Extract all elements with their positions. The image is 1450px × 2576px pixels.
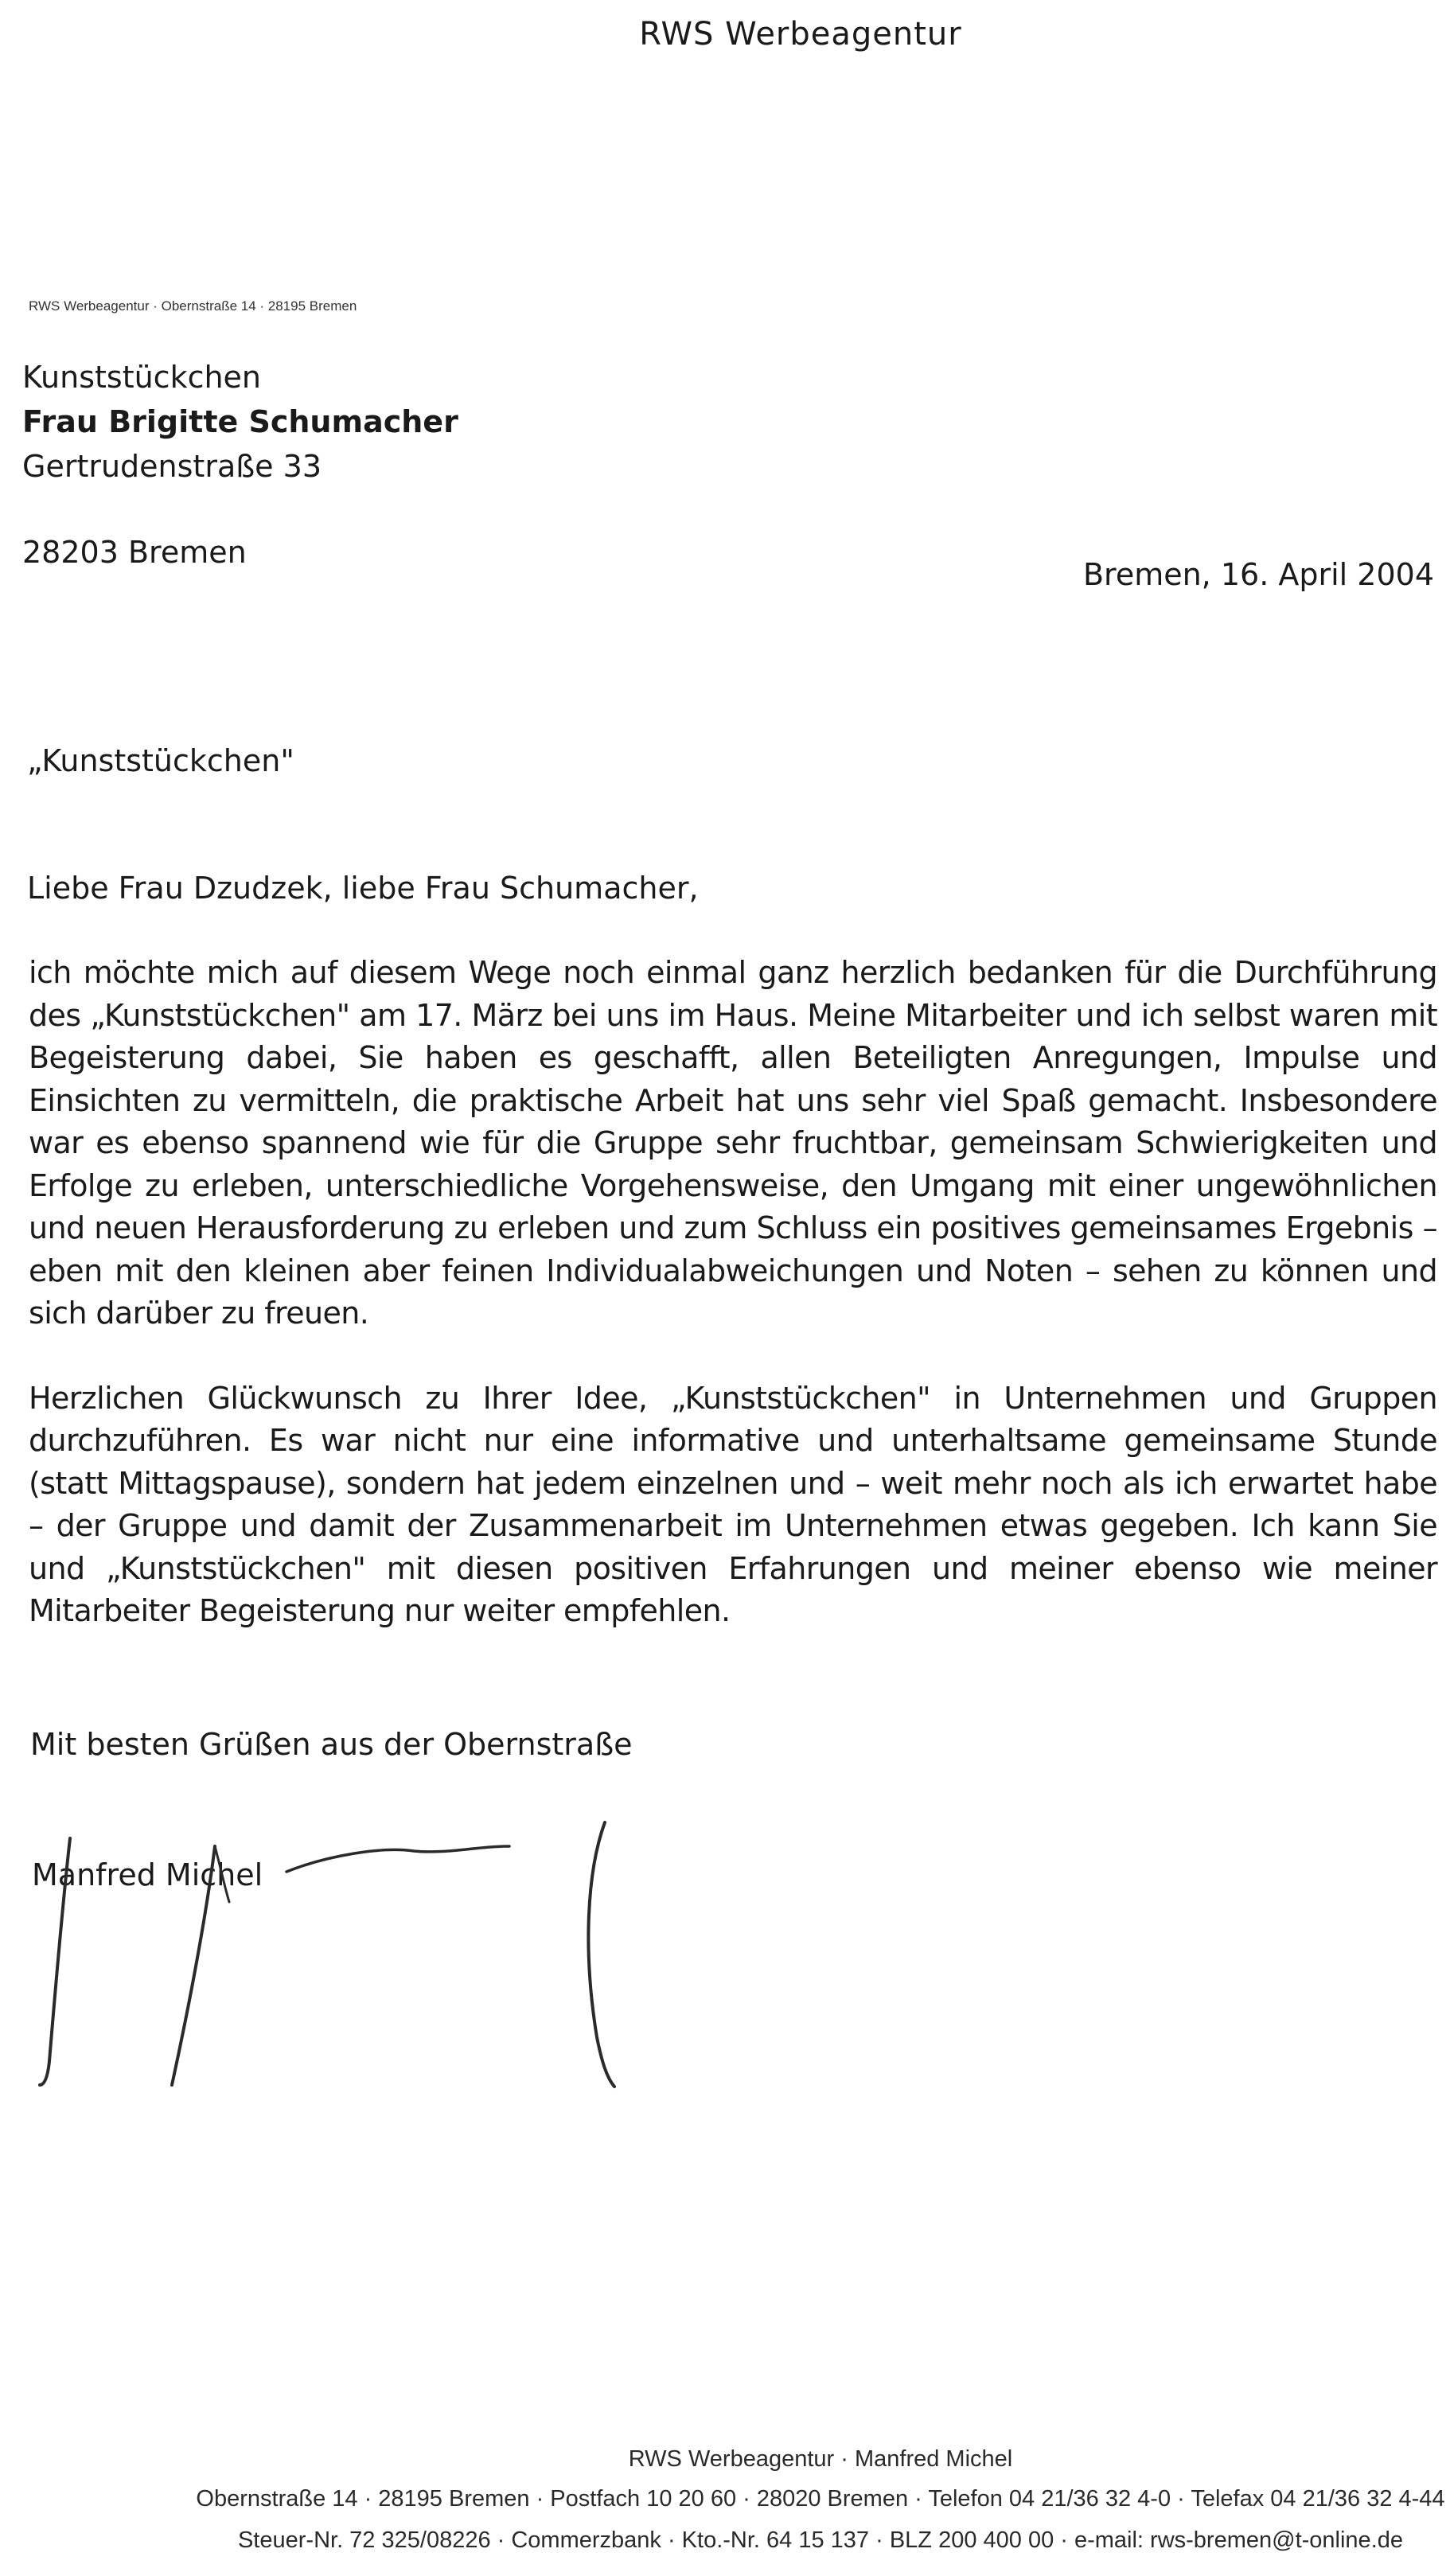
body-paragraph-1: ich möchte mich auf diesem Wege noch einmal ganz herzlich bedanken für die Durchführung des „Kunststückchen" am 17. März bei uns im Haus. Meine Mitarbeiter und ich selbst waren mit Begeisterung dabei, Sie haben es geschafft, allen Beteiligten Anregungen, Impulse und Einsichten zu vermitteln, die praktische Arbeit hat uns sehr viel Spaß gemacht. Insbesondere war es ebenso spannend wie für die Gruppe sehr fruchtbar, gemeinsam Schwierigkeiten und Erfolge zu erleben, unterschiedliche Vorgehensweise, den Umgang mit einer ungewöhnlichen und neuen Herausforderung zu erleben und zum Schluss ein positives gemeinsames Ergebnis – eben mit den kleinen aber feinen Individualabweichungen und Noten – sehen zu können und sich darüber zu freuen. xyxy=(29,955,1437,1331)
body-paragraph-2: Herzlichen Glückwunsch zu Ihrer Idee, „Kunststückchen" in Unternehmen und Gruppen durchzuführen. Es war nicht nur eine informative und unterhaltsame gemeinsame Stunde (statt Mittagspause), sondern hat jedem einzelnen und – weit mehr noch als ich erwartet habe – der Gruppe und damit der Zusammenarbeit im Unternehmen etwas gegeben. Ich kann Sie und „Kunststückchen" mit diesen positiven Erfahrungen und meiner ebenso wie meiner Mitarbeiter Begeisterung nur weiter empfehlen. xyxy=(29,1380,1437,1628)
recipient-address-block xyxy=(22,355,458,575)
footer-company-name: RWS Werbeagentur · Manfred Michel xyxy=(628,2446,1013,2472)
letter-body xyxy=(29,952,1437,1633)
letter-date: Bremen, 16. April 2004 xyxy=(1082,557,1434,592)
footer-address: Obernstraße 14 · 28195 Bremen · Postfach 10 20 60 · 28020 Bremen · Telefon 04 21/36 32 4-0 · Telefax 04 21/36 32 4-44 xyxy=(196,2486,1445,2512)
letter-closing: Mit besten Grüßen aus der Obernstraße xyxy=(30,1727,633,1762)
letter-subject: „Kunststückchen" xyxy=(27,743,294,778)
letterhead-company: RWS Werbeagentur xyxy=(639,16,962,53)
recipient-city: 28203 Bremen xyxy=(22,535,247,570)
letter-salutation: Liebe Frau Dzudzek, liebe Frau Schumacher, xyxy=(27,871,699,906)
handwritten-signature xyxy=(16,1799,637,2117)
recipient-name: Frau Brigitte Schumacher xyxy=(22,404,458,439)
recipient-organization: Kunststückchen xyxy=(22,360,262,395)
recipient-street: Gertrudenstraße 33 xyxy=(22,449,322,484)
signer-name: Manfred Michel xyxy=(32,1857,263,1892)
footer-bank-details: Steuer-Nr. 72 325/08226 · Commerzbank · Kto.-Nr. 64 15 137 · BLZ 200 400 00 · e-mail: rws-bremen@t-online.de xyxy=(237,2527,1404,2553)
sender-return-line: RWS Werbeagentur · Obernstraße 14 · 28195 Bremen xyxy=(29,298,357,314)
